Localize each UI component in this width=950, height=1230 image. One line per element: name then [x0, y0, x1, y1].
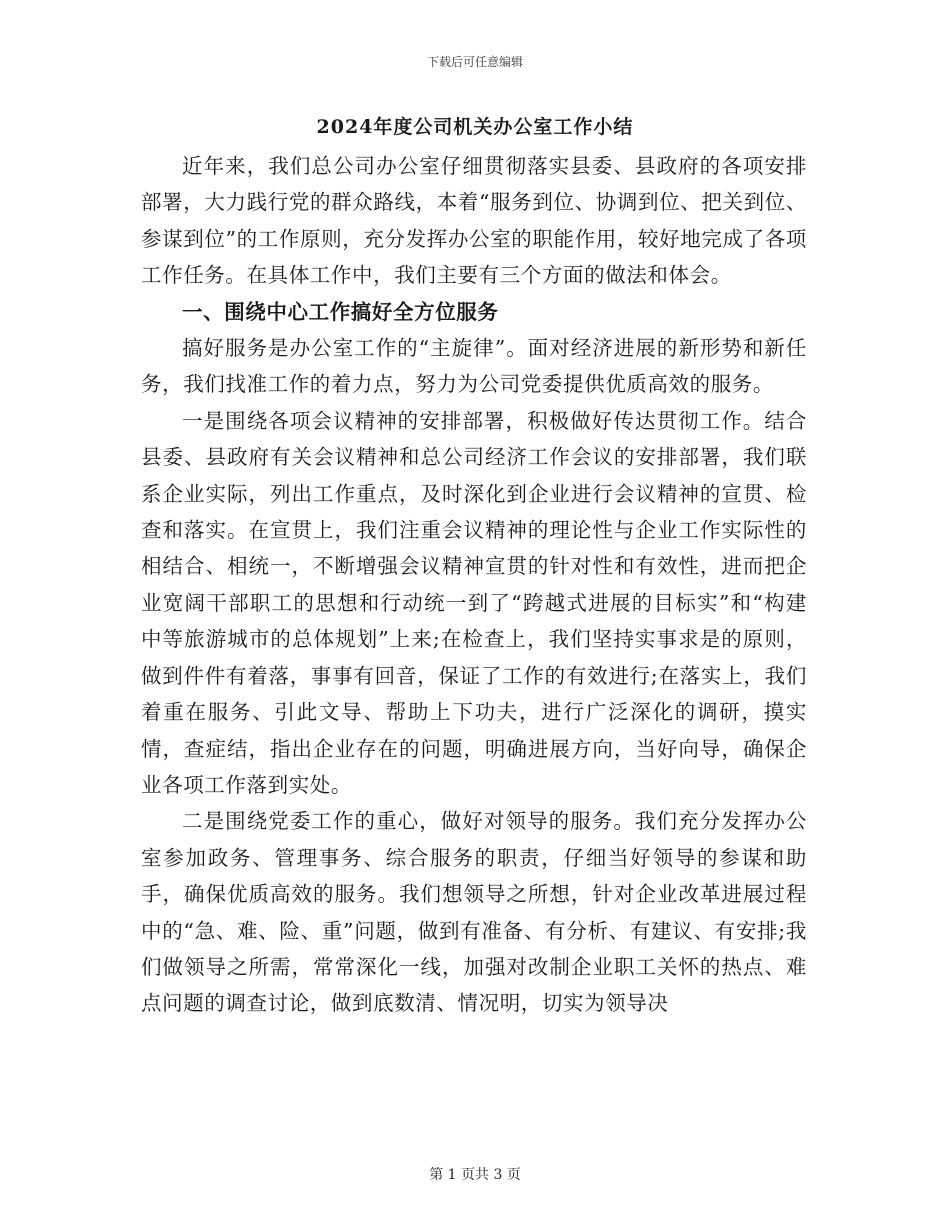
document-title: 2024年度公司机关办公室工作小结: [316, 116, 634, 138]
intro-paragraph: 近年来，我们总公司办公室仔细贯彻落实县委、县政府的各项安排部署，大力践行党的群众路线，本着“服务到位、协调到位、把关到位、参谋到位”的工作原则，充分发挥办公室的职能作用，较好地完成了各项工作任务。在具体工作中，我们主要有三个方面的做法和体会。: [141, 154, 807, 288]
header-note: 下载后可任意编辑: [426, 55, 523, 69]
section-heading: 一、围绕中心工作搞好全方位服务: [182, 299, 499, 324]
point-one-paragraph: 一是围绕各项会议精神的安排部署，积极做好传达贯彻工作。结合县委、县政府有关会议精神和总公司经济工作会议的安排部署，我们联系企业实际，列出工作重点，及时深化到企业进行会议精神的宣贯、检查和落实。在宣贯上，我们注重会议精神的理论性与企业工作实际性的相结合、相统一，不断增强会议精神宣贯的针对性和有效性，进而把企业宽阔干部职工的思想和行动统一到了“跨越式进展的目标实”和“构建中等旅游城市的总体规划”上来;在检查上，我们坚持实事求是的原则，做到件件有着落，事事有回音，保证了工作的有效进行;在落实上，我们着重在服务、引此文导、帮助上下功夫，进行广泛深化的调研，摸实情，查症结，指出企业存在的问题，明确进展方向，当好向导，确保企业各项工作落到实处。: [141, 408, 807, 797]
document-body: [141, 148, 807, 1022]
point-two-paragraph: 二是围绕党委工作的重心，做好对领导的服务。我们充分发挥办公室参加政务、管理事务、综合服务的职责，仔细当好领导的参谋和助手，确保优质高效的服务。我们想领导之所想，针对企业改革进展过程中的“急、难、险、重”问题，做到有准备、有分析、有建议、有安排;我们做领导之所需，常常深化一线，加强对改制企业职工关怀的热点、难点问题的调查讨论，做到底数清、情况明，切实为领导决: [141, 809, 807, 1016]
page-number: 第 1 页共 3 页: [429, 1167, 521, 1183]
section-intro-paragraph: 搞好服务是办公室工作的“主旋律”。面对经济进展的新形势和新任务，我们找准工作的着力点，努力为公司党委提供优质高效的服务。: [141, 336, 807, 397]
